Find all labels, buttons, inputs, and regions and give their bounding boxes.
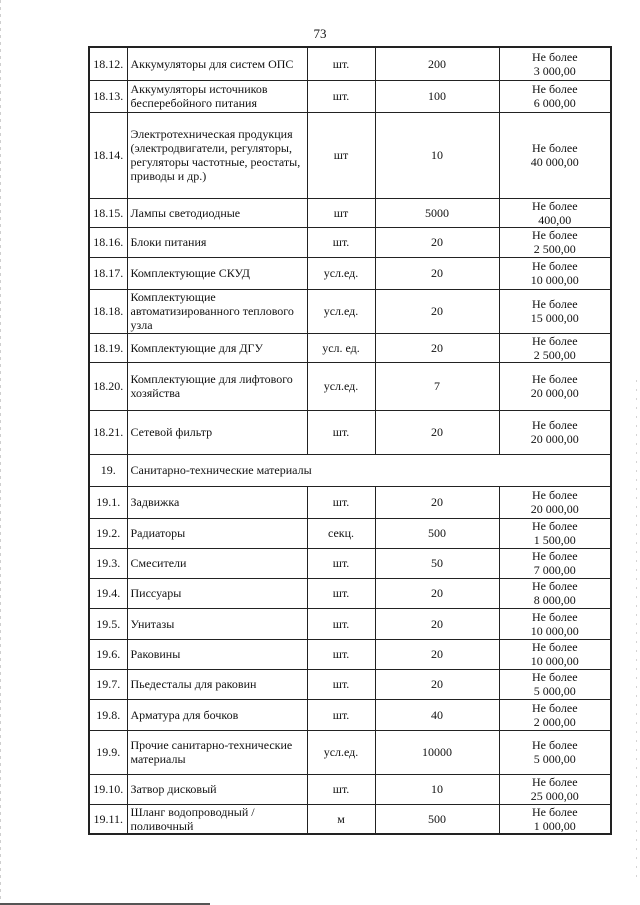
row-number: 19.7. (89, 669, 127, 699)
item-unit: шт. (307, 699, 375, 730)
item-price (499, 669, 611, 699)
item-price (499, 518, 611, 548)
item-unit: шт (307, 198, 375, 227)
item-quantity: 100 (375, 80, 499, 112)
price-prefix: Не более (531, 297, 578, 311)
item-price (499, 774, 611, 804)
table-row (89, 198, 611, 227)
row-number: 18.19. (89, 333, 127, 362)
page-number: 73 (313, 26, 327, 41)
row-number: 18.20. (89, 362, 127, 410)
price-prefix: Не более (531, 418, 578, 432)
item-name: Сетевой фильтр (127, 410, 307, 454)
price-prefix: Не более (531, 372, 578, 386)
table-row (89, 518, 611, 548)
price-prefix: Не более (531, 609, 578, 624)
table-row (89, 227, 611, 257)
item-name: Лампы светодиодные (127, 198, 307, 227)
item-price (499, 289, 611, 333)
item-name: Прочие санитарно-технические материалы (127, 730, 307, 774)
item-price (499, 80, 611, 112)
table-row (89, 804, 611, 834)
item-unit: усл.ед. (307, 362, 375, 410)
table-row (89, 486, 611, 518)
table-row (89, 410, 611, 454)
row-number: 18.16. (89, 227, 127, 257)
table-row (89, 774, 611, 804)
item-price (499, 730, 611, 774)
price-value: 25 000,00 (530, 789, 579, 803)
item-name: Радиаторы (127, 518, 307, 548)
price-value: 3 000,00 (533, 63, 576, 78)
item-unit: шт. (307, 669, 375, 699)
item-unit: шт. (307, 774, 375, 804)
price-value: 1 000,00 (533, 818, 576, 833)
item-price (499, 486, 611, 518)
item-name: Аккумуляторы источников бесперебойного питания (127, 80, 307, 112)
item-unit: м (307, 804, 375, 834)
table-row (89, 578, 611, 608)
row-number: 19.10. (89, 774, 127, 804)
price-prefix: Не более (531, 228, 578, 242)
price-prefix: Не более (531, 775, 578, 789)
row-number: 19.5. (89, 608, 127, 639)
price-prefix: Не более (531, 549, 578, 563)
item-name: Арматура для бочков (127, 699, 307, 730)
price-value: 10 000,00 (530, 273, 579, 287)
price-value: 15 000,00 (530, 311, 579, 325)
price-prefix: Не более (531, 670, 578, 684)
row-number: 19.4. (89, 578, 127, 608)
item-quantity: 20 (375, 486, 499, 518)
price-value: 7 000,00 (533, 563, 576, 577)
item-name: Блоки питания (127, 227, 307, 257)
row-number: 18.17. (89, 257, 127, 289)
item-name: Затвор дисковый (127, 774, 307, 804)
price-prefix: Не более (531, 640, 578, 654)
price-value: 2 000,00 (533, 714, 576, 729)
item-unit: шт. (307, 608, 375, 639)
item-name: Пьедесталы для раковин (127, 669, 307, 699)
item-price (499, 47, 611, 80)
table-row (89, 257, 611, 289)
item-price (499, 804, 611, 834)
item-quantity: 5000 (375, 198, 499, 227)
item-name: Смесители (127, 548, 307, 578)
row-number: 18.15. (89, 198, 127, 227)
price-prefix: Не более (531, 141, 578, 155)
price-value: 2 500,00 (533, 242, 576, 256)
price-value: 10 000,00 (530, 654, 579, 668)
row-number: 19. (89, 454, 127, 486)
item-quantity: 500 (375, 518, 499, 548)
price-value: 20 000,00 (530, 432, 579, 446)
item-price (499, 410, 611, 454)
price-prefix: Не более (531, 82, 578, 96)
item-quantity: 500 (375, 804, 499, 834)
table-row (89, 112, 611, 198)
table-section-row (89, 454, 611, 486)
price-prefix: Не более (531, 333, 578, 348)
price-value: 1 500,00 (533, 533, 576, 547)
price-value: 8 000,00 (533, 593, 576, 607)
price-prefix: Не более (531, 198, 578, 213)
item-name: Аккумуляторы для систем ОПС (127, 47, 307, 80)
row-number: 19.6. (89, 639, 127, 669)
scan-artifact-right (636, 380, 637, 880)
item-quantity: 20 (375, 578, 499, 608)
price-prefix: Не более (531, 579, 578, 593)
item-unit: шт. (307, 486, 375, 518)
item-unit: усл.ед. (307, 289, 375, 333)
item-unit: шт. (307, 578, 375, 608)
price-prefix: Не более (531, 49, 578, 64)
item-unit: усл. ед. (307, 333, 375, 362)
item-price (499, 227, 611, 257)
item-unit: секц. (307, 518, 375, 548)
item-price (499, 578, 611, 608)
item-name: Комплектующие СКУД (127, 257, 307, 289)
item-unit: шт. (307, 410, 375, 454)
item-unit: шт (307, 112, 375, 198)
item-quantity: 20 (375, 669, 499, 699)
item-price (499, 257, 611, 289)
price-value: 20 000,00 (530, 386, 579, 400)
item-price (499, 333, 611, 362)
price-prefix: Не более (531, 738, 578, 752)
item-price (499, 112, 611, 198)
price-prefix: Не более (531, 259, 578, 273)
price-prefix: Не более (531, 804, 578, 819)
item-name: Раковины (127, 639, 307, 669)
table-row (89, 362, 611, 410)
item-price (499, 699, 611, 730)
item-unit: шт. (307, 227, 375, 257)
item-name: Писсуары (127, 578, 307, 608)
price-value: 20 000,00 (530, 502, 579, 516)
row-number: 19.1. (89, 486, 127, 518)
price-prefix: Не более (531, 519, 578, 533)
price-table (88, 46, 612, 835)
table-row (89, 608, 611, 639)
item-price (499, 362, 611, 410)
row-number: 19.2. (89, 518, 127, 548)
item-quantity: 20 (375, 289, 499, 333)
item-quantity: 50 (375, 548, 499, 578)
item-quantity: 200 (375, 47, 499, 80)
price-value: 5 000,00 (533, 752, 576, 766)
item-quantity: 10 (375, 774, 499, 804)
item-unit: шт. (307, 548, 375, 578)
item-name: Шланг водопроводный /поливочный (127, 804, 307, 834)
scan-artifact-left (0, 0, 1, 905)
item-name: Электротехническая продукция (электродвигатели, регуляторы, регуляторы частотные, реостаты, приводы и др.) (127, 112, 307, 198)
item-quantity: 7 (375, 362, 499, 410)
table-row (89, 548, 611, 578)
row-number: 18.18. (89, 289, 127, 333)
table-row (89, 47, 611, 80)
price-value: 5 000,00 (533, 684, 576, 698)
item-quantity: 20 (375, 639, 499, 669)
item-quantity: 40 (375, 699, 499, 730)
item-name: Комплектующие для ДГУ (127, 333, 307, 362)
table-row (89, 333, 611, 362)
price-value: 40 000,00 (530, 155, 579, 169)
item-quantity: 20 (375, 257, 499, 289)
item-name: Задвижка (127, 486, 307, 518)
item-unit: усл.ед. (307, 730, 375, 774)
price-value: 400,00 (538, 212, 572, 227)
table-row (89, 699, 611, 730)
section-title: Санитарно-технические материалы (127, 454, 611, 486)
item-name: Унитазы (127, 608, 307, 639)
row-number: 19.8. (89, 699, 127, 730)
item-unit: усл.ед. (307, 257, 375, 289)
item-price (499, 548, 611, 578)
row-number: 19.11. (89, 804, 127, 834)
table-row (89, 289, 611, 333)
row-number: 18.21. (89, 410, 127, 454)
item-price (499, 639, 611, 669)
item-price (499, 198, 611, 227)
price-prefix: Не более (531, 700, 578, 715)
price-value: 6 000,00 (533, 96, 576, 110)
item-quantity: 20 (375, 410, 499, 454)
row-number: 18.14. (89, 112, 127, 198)
item-quantity: 20 (375, 227, 499, 257)
item-unit: шт. (307, 47, 375, 80)
item-quantity: 10 (375, 112, 499, 198)
table-row (89, 80, 611, 112)
table-row (89, 639, 611, 669)
item-name: Комплектующие автоматизированного теплового узла (127, 289, 307, 333)
price-prefix: Не более (531, 488, 578, 502)
item-quantity: 10000 (375, 730, 499, 774)
item-quantity: 20 (375, 608, 499, 639)
table-row (89, 669, 611, 699)
row-number: 19.9. (89, 730, 127, 774)
item-unit: шт. (307, 80, 375, 112)
item-unit: шт. (307, 639, 375, 669)
price-value: 10 000,00 (530, 623, 579, 638)
row-number: 19.3. (89, 548, 127, 578)
item-price (499, 608, 611, 639)
table-row (89, 730, 611, 774)
row-number: 18.13. (89, 80, 127, 112)
item-name: Комплектующие для лифтового хозяйства (127, 362, 307, 410)
item-quantity: 20 (375, 333, 499, 362)
row-number: 18.12. (89, 47, 127, 80)
price-value: 2 500,00 (533, 347, 576, 362)
